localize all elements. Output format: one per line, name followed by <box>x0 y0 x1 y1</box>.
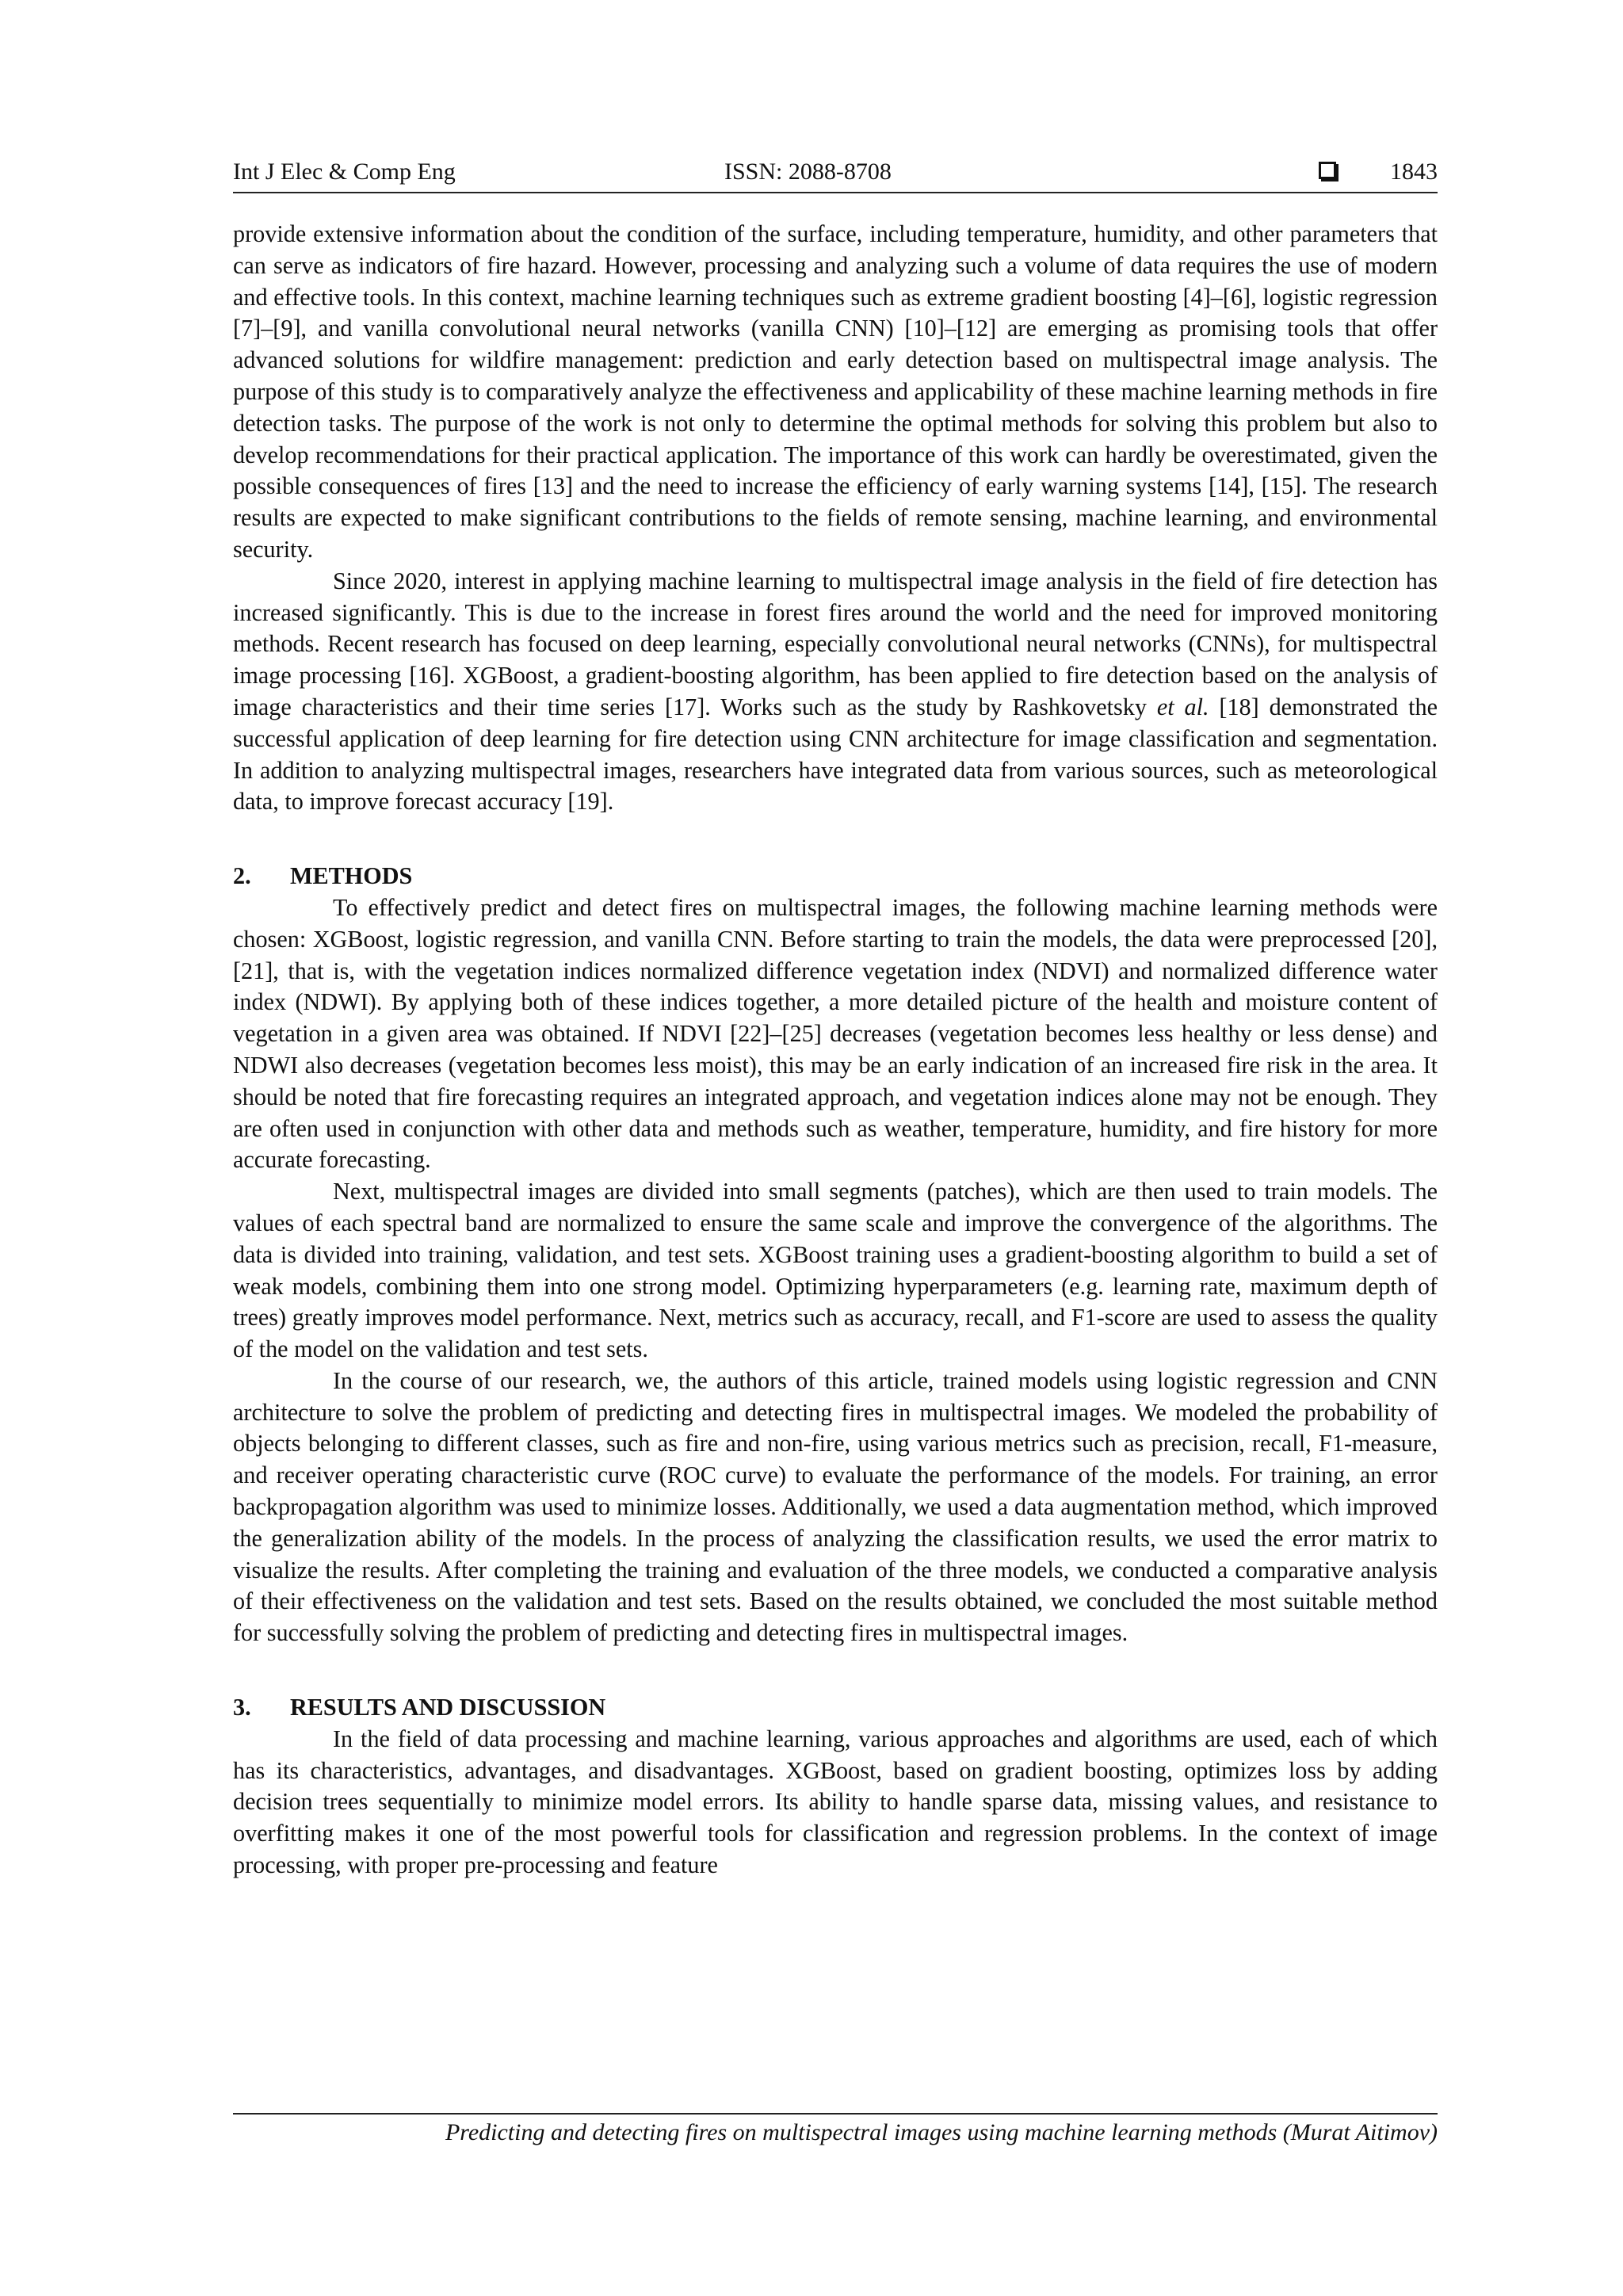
results-paragraph-1: In the field of data processing and machine learning, various approaches and algorithms are used, each of which has its characteristics, advantages, and disadvantages. XGBoost, based on gradient boosting, optimizes loss by adding decision trees sequentially to minimize model errors. Its ability to handle sparse data, missing values, and resistance to overfitting makes it one of the most powerful tools for classification and regression problems. In the context of image processing, with proper pre-processing and feature <box>233 1725 1438 1879</box>
results-heading <box>233 1692 1438 1724</box>
page-number: 1843 <box>1390 159 1438 185</box>
intro-paragraph-2-etal: et al. <box>1156 693 1209 720</box>
results-title: RESULTS AND DISCUSSION <box>290 1694 606 1721</box>
issn-label: ISSN: 2088-8708 <box>724 159 892 185</box>
methods-heading <box>233 861 1438 892</box>
page-body <box>233 219 1438 1881</box>
page-header <box>233 155 1438 193</box>
intro-paragraph-2-text-a: Since 2020, interest in applying machine learning to multispectral image analysis in the field of fire detection has increased significantly. This is due to the increase in forest fires around the world and the need for improved monitoring methods. Recent research has focused on deep learning, especially convolutional neural networks (CNNs), for multispectral image processing [16]. XGBoost, a gradient-boosting algorithm, has been applied to fire detection based on the analysis of image characteristics and their time series [17]. Works such as the study by Rashkovetsky <box>233 567 1438 720</box>
section-spacer <box>233 818 1438 861</box>
intro-paragraph-2-text-b: [18] demonstrated the successful application of deep learning for fire detection using CNN architecture for image classification and segmentation. In addition to analyzing multispectral images, researchers have integrated data from various sources, such as meteorological data, to improve forecast accuracy [19]. <box>233 693 1438 816</box>
page-footer: Predicting and detecting fires on multispectral images using machine learning methods (Murat Aitimov) <box>233 2113 1438 2146</box>
square-box-icon <box>1319 162 1336 179</box>
methods-number: 2. <box>233 862 251 890</box>
methods-title: METHODS <box>290 862 413 890</box>
results-number: 3. <box>233 1694 251 1721</box>
intro-paragraph-2 <box>233 566 1438 818</box>
journal-name: Int J Elec & Comp Eng <box>233 159 456 185</box>
methods-paragraph-1: To effectively predict and detect fires on multispectral images, the following machine learning methods were chosen: XGBoost, logistic regression, and vanilla CNN. Before starting to train the models, the data were preprocessed [20], [21], that is, with the vegetation indices normalized difference vegetation index (NDVI) and normalized difference water index (NDWI). By applying both of these indices together, a more detailed picture of the health and moisture content of vegetation in a given area was obtained. If NDVI [22]–[25] decreases (vegetation becomes less healthy or less dense) and NDWI also decreases (vegetation becomes less moist), this may be an early indication of an increased fire risk in the area. It should be noted that fire forecasting requires an integrated approach, and vegetation indices alone may not be enough. They are often used in conjunction with other data and methods such as weather, temperature, humidity, and fire history for more accurate forecasting. <box>233 893 1438 1174</box>
intro-paragraph-1: provide extensive information about the condition of the surface, including temperature, humidity, and other parameters that can serve as indicators of fire hazard. However, processing and analyzing such a volume of data requires the use of modern and effective tools. In this context, machine learning techniques such as extreme gradient boosting [4]–[6], logistic regression [7]–[9], and vanilla convolutional neural networks (vanilla CNN) [10]–[12] are emerging as promising tools that offer advanced solutions for wildfire management: prediction and early detection based on multispectral image analysis. The purpose of this study is to comparatively analyze the effectiveness and applicability of these machine learning methods in fire detection tasks. The purpose of the work is not only to determine the optimal methods for solving this problem but also to develop recommendations for their practical application. The importance of this work can hardly be overestimated, given the possible consequences of fires [13] and the need to increase the efficiency of early warning systems [14], [15]. The research results are expected to make significant contributions to the fields of remote sensing, machine learning, and environmental security. <box>233 220 1438 563</box>
section-spacer <box>233 1649 1438 1692</box>
methods-paragraph-2: Next, multispectral images are divided into small segments (patches), which are then used to train models. The values of each spectral band are normalized to ensure the same scale and improve the convergence of the algorithms. The data is divided into training, validation, and test sets. XGBoost training uses a gradient-boosting algorithm to build a set of weak models, combining them into one strong model. Optimizing hyperparameters (e.g. learning rate, maximum depth of trees) greatly improves model performance. Next, metrics such as accuracy, recall, and F1-score are used to assess the quality of the model on the validation and test sets. <box>233 1178 1438 1363</box>
methods-paragraph-3: In the course of our research, we, the authors of this article, trained models using logistic regression and CNN architecture to solve the problem of predicting and detecting fires in multispectral images. We modeled the probability of objects belonging to different classes, such as fire and non-fire, using various metrics such as precision, recall, F1-measure, and receiver operating characteristic curve (ROC curve) to evaluate the performance of the models. For training, an error backpropagation algorithm was used to minimize losses. Additionally, we used a data augmentation method, which improved the generalization ability of the models. In the process of analyzing the classification results, we used the error matrix to visualize the results. After completing the training and evaluation of the three models, we conducted a comparative analysis of their effectiveness on the validation and test sets. Based on the results obtained, we concluded the most suitable method for successfully solving the problem of predicting and detecting fires in multispectral images. <box>233 1366 1438 1647</box>
